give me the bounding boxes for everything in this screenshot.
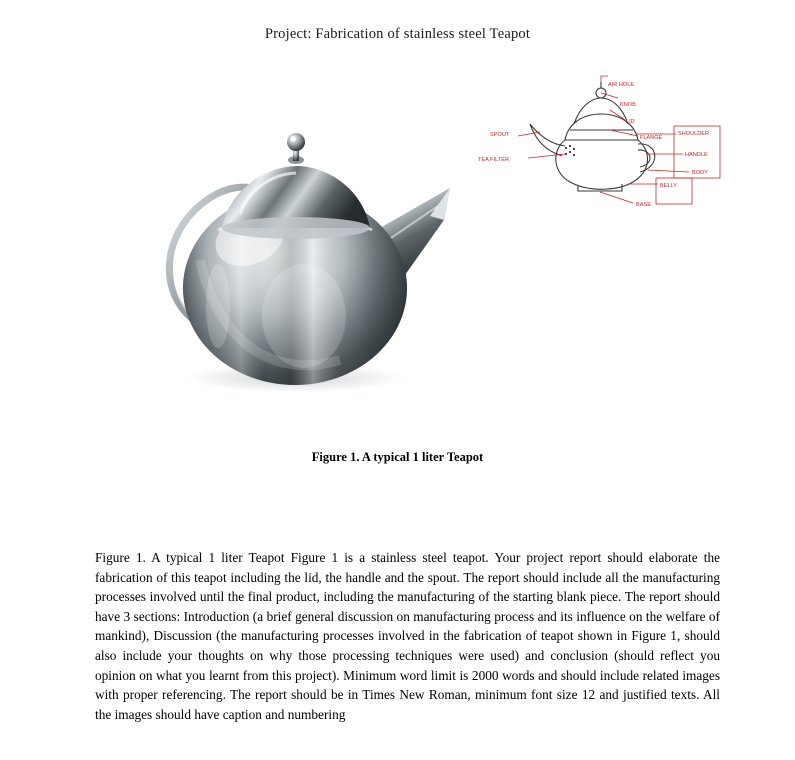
page-title: Project: Fabrication of stainless steel Teapot [264, 26, 531, 42]
figure-caption: Figure 1. A typical 1 liter Teapot [311, 450, 484, 464]
label-flange: FLANGE [640, 135, 663, 141]
label-shoulder: SHOULDER [678, 131, 710, 137]
label-handle: HANDLE [685, 152, 708, 158]
label-tea-filter: TEA FILTER [478, 157, 509, 163]
parts-diagram-svg [470, 62, 730, 212]
teapot-parts-diagram [470, 62, 730, 212]
label-air-hole: AIR HOLE [608, 82, 635, 88]
label-base: BASE [636, 202, 651, 208]
label-belly: BELLY [660, 183, 677, 189]
label-spout: SPOUT [490, 132, 510, 138]
label-body: BODY [692, 170, 708, 176]
label-lid: LID [626, 119, 635, 125]
body-paragraph: Figure 1. A typical 1 liter Teapot Figure 1 is a stainless steel teapot. Your project report should elaborate the fabrication of this teapot including the lid, the handle and the spout. The report should include all the manufacturing processes involved until the final product, including the manufacturing of the starting blank piece. The report should have 3 sections: Introduction (a brief general discussion on manufacturing process and its influence on the welfare of mankind), Discussion (the manufacturing processes involved in the fabrication of teapot shown in Figure 1, should also include your thoughts on why those processing techniques were used) and conclusion (should reflect you opinion on what you learnt from this project). Minimum word limit is 2000 words and should include related images with proper referencing. The report should be in Times New Roman, minimum font size 12 and justified texts. All the images should have caption and numbering [95, 550, 720, 722]
label-knob: KNOB [620, 102, 636, 108]
teapot-illustration [100, 110, 490, 420]
teapot-photo [100, 110, 490, 420]
